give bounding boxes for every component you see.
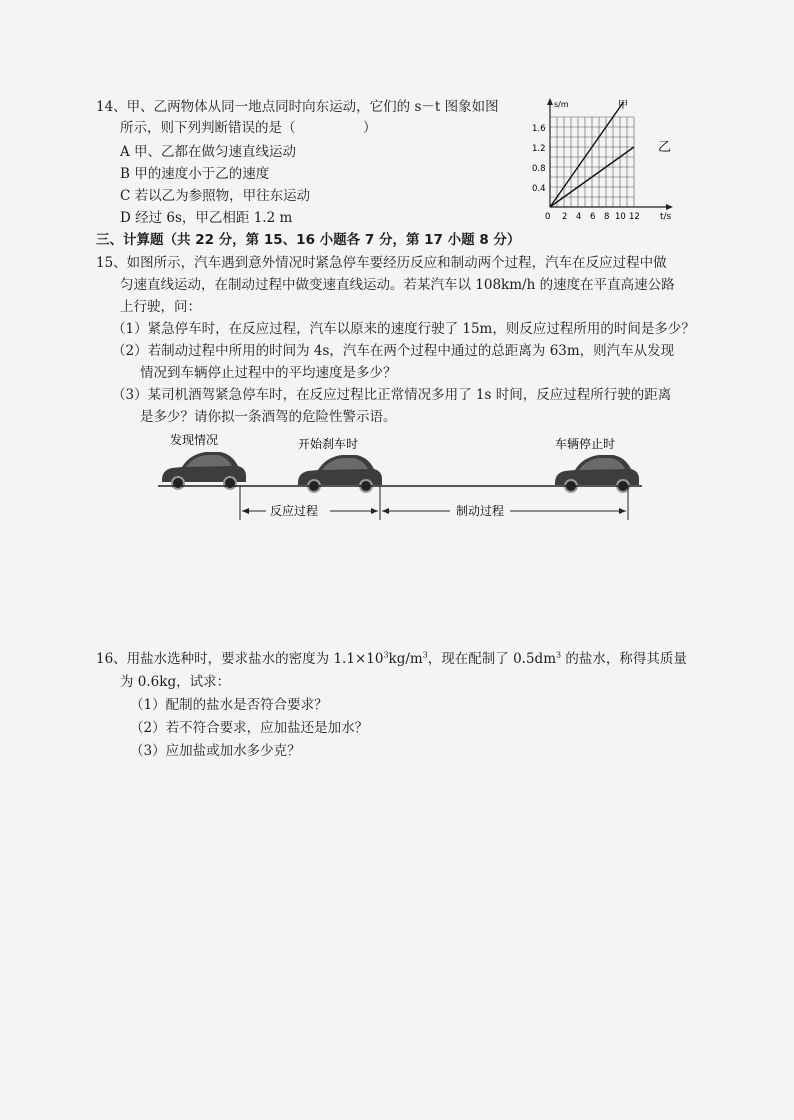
q15-sub2-line2: 情况到车辆停止过程中的平均速度是多少？ [140,365,397,381]
x-tick-2: 2 [562,212,568,222]
q14-stem-line1: 14、甲、乙两物体从同一地点同时向东运动，它们的 s－t 图象如图 [96,99,499,115]
q16-sub2: （2）若不符合要求，应加盐还是加水？ [130,720,369,736]
car-found-situation [162,452,246,489]
q16-sub3: （3）应加盐或加水多少克？ [130,743,301,759]
y-tick-0-8: 0.8 [532,164,546,174]
q16-stem-line2: 为 0.6kg，试求： [120,674,231,690]
label-start-braking: 开始刹车时 [298,437,359,451]
y-tick-0-4: 0.4 [532,184,546,194]
q15-stem-line3: 上行驶，问： [120,299,201,315]
y-axis-unit: s/m [554,100,569,109]
label-jia: 甲 [618,100,628,111]
x-tick-12: 12 [629,212,640,222]
reaction-arrowhead-right [371,508,378,514]
q15-sub3-line1: （3）某司机酒驾紧急停车时，在反应过程比正常情况多用了 1s 时间，反应过程所行驶的距离 [112,387,672,403]
q16-exp3: 3 [556,650,562,660]
q16-stem-line1 [96,648,687,670]
label-reaction-process: 反应过程 [270,504,319,518]
q14-option-a: A 甲、乙都在做匀速直线运动 [120,144,297,160]
q16-line1-mid2: ，现在配制了 0.5dm [427,651,557,667]
section3-title: 三、计算题（共 22 分，第 15、16 小题各 7 分，第 17 小题 8 分） [96,232,521,248]
q14-option-d: D 经过 6s，甲乙相距 1.2 m [120,210,293,226]
q16-sub1: （1）配制的盐水是否符合要求？ [130,697,328,713]
q15-sub3-line2: 是多少？请你拟一条酒驾的危险性警示语。 [140,409,397,425]
q15-sub1: （1）紧急停车时，在反应过程，汽车以原来的速度行驶了 15m，则反应过程所用的时间是多少？ [112,321,695,337]
x-tick-10: 10 [615,212,626,222]
braking-arrowhead-right [619,508,626,514]
q14-option-b: B 甲的速度小于乙的速度 [120,166,270,182]
line-jia [550,102,624,207]
q16-exp1: 3 [383,650,389,660]
x-tick-8: 8 [604,212,610,222]
y-tick-1-6: 1.6 [532,124,546,134]
braking-process-figure [150,430,650,525]
label-yi: 乙 [658,140,672,155]
st-graph [530,95,680,225]
x-tick-4: 4 [576,212,582,222]
q14-stem-line2: 所示，则下列判断错误的是（ ） [120,120,377,136]
q15-stem-line2: 匀速直线运动，在制动过程中做变速直线运动。若某汽车以 108km/h 的速度在平直高速公路 [120,277,675,293]
grid-lines [550,117,634,207]
q14-option-c: C 若以乙为参照物，甲往东运动 [120,188,311,204]
reaction-arrowhead-left [242,508,249,514]
q16-line1-pre: 16、用盐水选种时，要求盐水的密度为 1.1×10 [96,651,384,667]
x-tick-0: 0 [545,212,551,222]
q16-line1-post: 的盐水，称得其质量 [561,651,687,667]
y-axis-arrow [547,98,553,105]
q15-stem-line1: 15、如图所示，汽车遇到意外情况时紧急停车要经历反应和制动两个过程，汽车在反应过程中做 [96,255,667,271]
y-tick-1-2: 1.2 [532,144,546,154]
label-braking-process: 制动过程 [456,504,505,518]
q16-exp2: 3 [422,650,428,660]
q16-line1-mid: kg/m [388,651,423,667]
x-tick-6: 6 [590,212,596,222]
x-axis-unit: t/s [660,212,672,222]
label-car-stopped: 车辆停止时 [555,437,616,451]
label-found-situation: 发现情况 [170,433,219,447]
braking-arrowhead-left [382,508,389,514]
q15-sub2-line1: （2）若制动过程中所用的时间为 4s，汽车在两个过程中通过的总距离为 63m，则汽车从发现 [112,343,675,359]
x-axis-arrow [666,204,673,210]
